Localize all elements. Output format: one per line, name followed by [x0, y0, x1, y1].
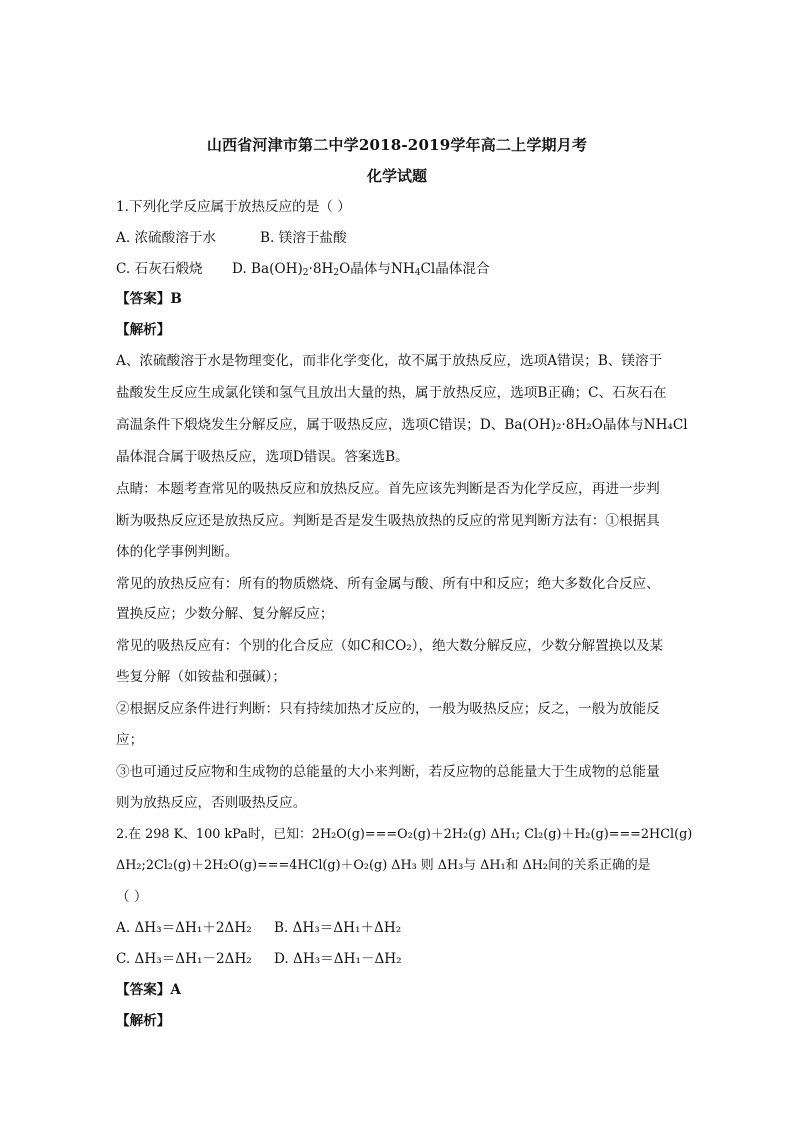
q1-analysis-line: 盐酸发生反应生成氯化镁和氢气且放出大量的热，属于放热反应，选项B正确；C、石灰石在 [116, 385, 667, 401]
q1-analysis-line: 晶体混合属于吸热反应，选项D错误。答案选B。 [116, 449, 409, 465]
q1-stem: 1.下列化学反应属于放热反应的是（ ） [116, 199, 351, 215]
document-subtitle: 化学试题 [366, 167, 427, 185]
q1-analysis-line: 些复分解（如铵盐和强碱）； [116, 669, 286, 685]
q1-analysis-line: 置换反应；少数分解、复分解反应； [116, 606, 334, 622]
q1-analysis-line: 断为吸热反应还是放热反应。判断是否是发生吸热放热的反应的常见判断方法有：①根据具 [116, 513, 660, 529]
q1-analysis-line: 则为放热反应，否则吸热反应。 [116, 795, 307, 811]
q1-analysis-line: 体的化学事例判断。 [116, 544, 239, 560]
q1-analysis-label: 【解析】 [116, 322, 171, 338]
q1-option-a: A. 浓硫酸溶于水 [116, 230, 217, 246]
q2-option-c: C. ΔH₃＝ΔH₁－2ΔH₂ [116, 951, 252, 967]
q1-option-d: D. $Ba(OH)_2\cdot 8H_2O$晶体与$NH_4Cl$晶体混合 [232, 261, 490, 278]
q1-analysis-line: 点睛：本题考查常见的吸热反应和放热反应。首先应该先判断是否为化学反应，再进一步判 [116, 481, 660, 497]
q1-analysis-line: 常见的放热反应有：所有的物质燃烧、所有金属与酸、所有中和反应；绝大多数化合反应、 [116, 576, 660, 592]
q1-analysis-line: ②根据反应条件进行判断：只有持续加热才反应的，一般为吸热反应；反之，一般为放能反 [116, 701, 660, 717]
q2-stem-line-2: ΔH₂;2Cl₂(g)＋2H₂O(g)===4HCl(g)＋O₂(g) ΔH₃ 则 ΔH₃与 ΔH₁和 ΔH₂间的关系正确的是 [116, 858, 651, 873]
q1-analysis-line: 常见的吸热反应有：个别的化合反应（如C和CO₂），绝大数分解反应，少数分解置换以及某 [116, 638, 664, 654]
q2-option-a: A. ΔH₃＝ΔH₁＋2ΔH₂ [116, 920, 252, 936]
q2-option-d: D. ΔH₃＝ΔH₁－ΔH₂ [274, 951, 402, 967]
q2-option-b: B. ΔH₃＝ΔH₁＋ΔH₂ [274, 920, 402, 936]
q1-answer: 【答案】B [116, 291, 182, 307]
q1-analysis-line: A、浓硫酸溶于水是物理变化，而非化学变化，故不属于放热反应，选项A错误；B、镁溶于 [116, 353, 663, 369]
q1-analysis-line: 高温条件下煅烧发生分解反应，属于吸热反应，选项C错误；D、Ba(OH)₂·8H₂O晶体与NH₄Cl [116, 417, 688, 433]
q1-analysis-line: 应； [116, 732, 144, 748]
q1-option-b: B. 镁溶于盐酸 [260, 230, 347, 246]
q1-analysis-line: ③也可通过反应物和生成物的总能量的大小来判断，若反应物的总能量大于生成物的总能量 [116, 764, 660, 780]
q2-analysis-label: 【解析】 [116, 1013, 171, 1029]
q1-option-c: C. 石灰石煅烧 [116, 261, 203, 277]
q2-stem-line-3: （ ） [116, 889, 148, 905]
q2-stem-line-1: 2.在 298 K、100 kPa时，已知：2H₂O(g)===O₂(g)＋2H₂(g) ΔH₁; Cl₂(g)＋H₂(g)===2HCl(g) [116, 827, 693, 842]
q2-answer: 【答案】A [116, 982, 181, 998]
document-title: 山西省河津市第二中学2018-2019学年高二上学期月考 [206, 136, 588, 154]
